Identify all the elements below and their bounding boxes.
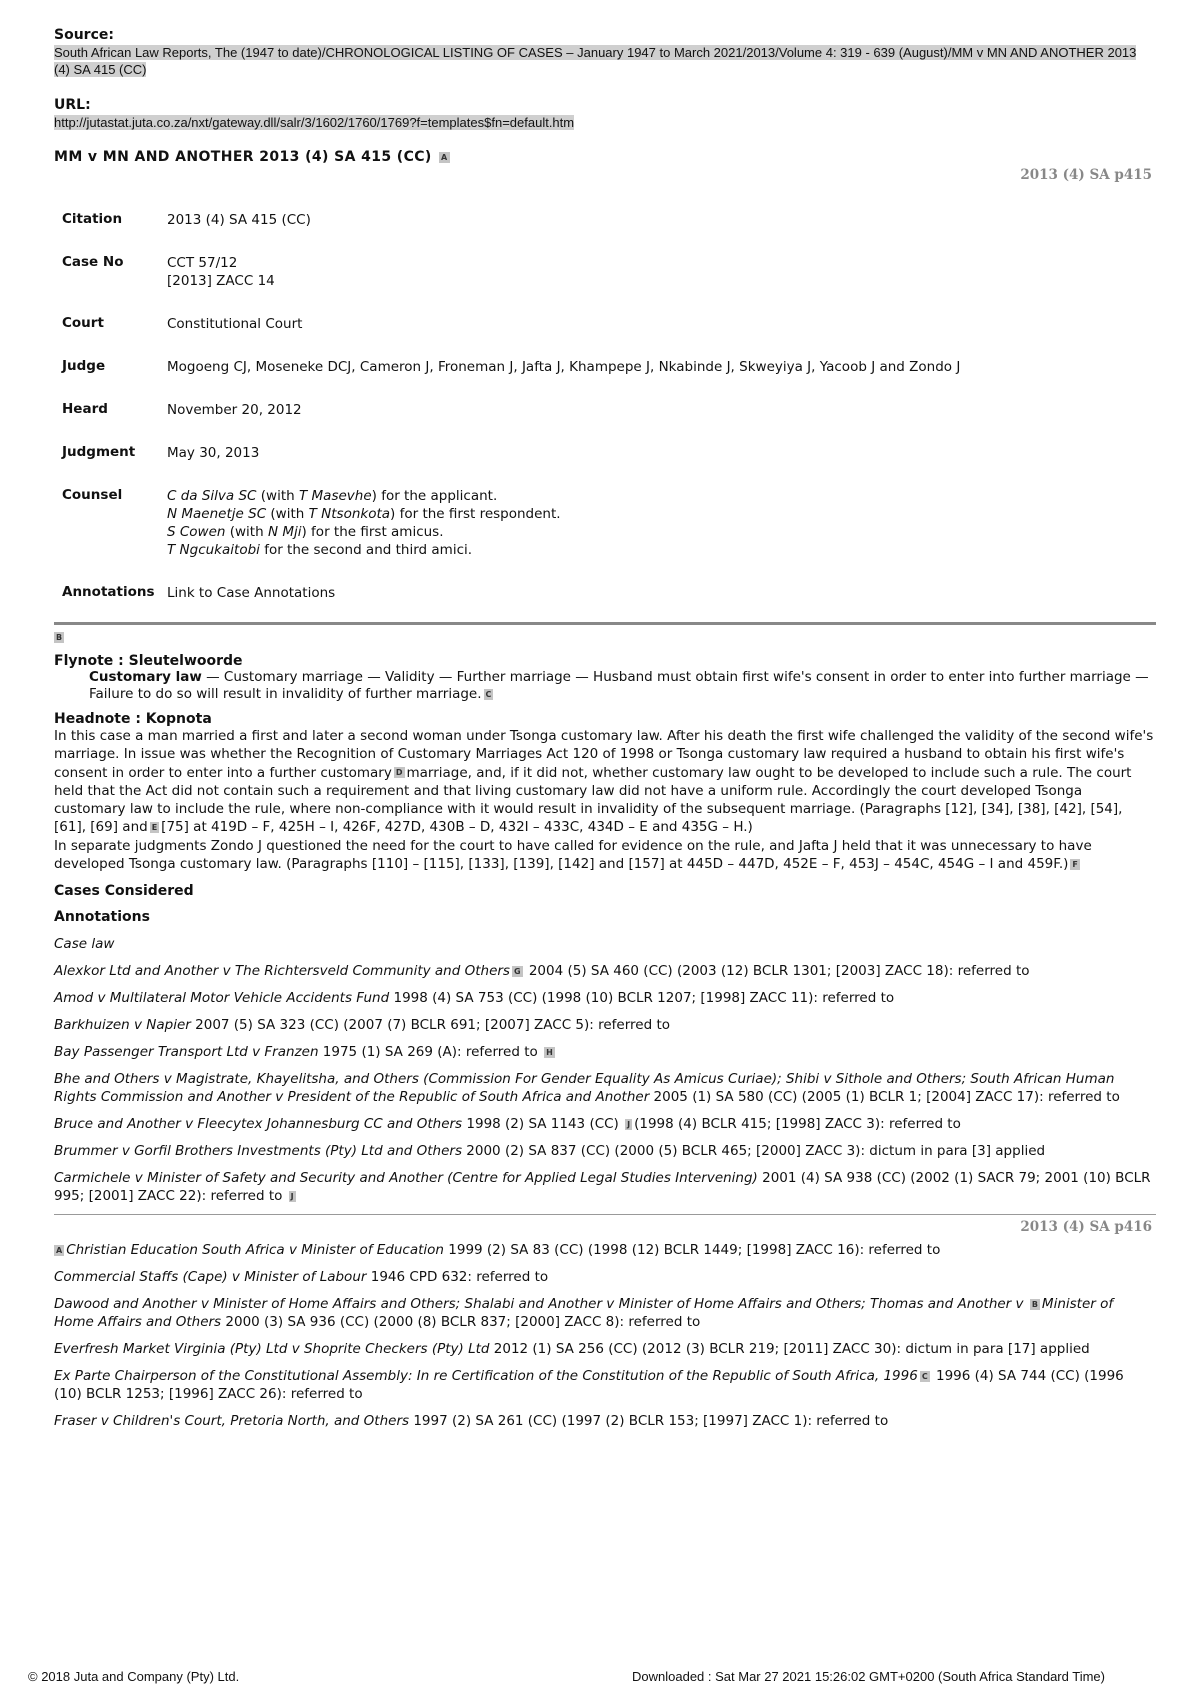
- case-entry: [54, 1016, 1154, 1034]
- case-entry: [54, 1412, 1154, 1430]
- meta-row-court: [62, 315, 960, 358]
- meta-row-case-no: [62, 254, 960, 315]
- footer-download-info: Downloaded : Sat Mar 27 2021 15:26:02 GMT+0200 (South Africa Standard Time): [632, 1669, 1105, 1684]
- case-entry: [54, 962, 1154, 980]
- margin-mark: B: [1031, 1299, 1038, 1309]
- case-name: Alexkor Ltd and Another v The Richtersveld Community and Others: [54, 963, 510, 980]
- meta-value: May 30, 2013: [167, 445, 260, 461]
- case-entry: [54, 1340, 1154, 1358]
- meta-value: Constitutional Court: [167, 316, 303, 332]
- case-annotations-link[interactable]: Link to Case Annotations: [167, 585, 336, 601]
- flynote-body: [54, 669, 1154, 703]
- page-reference: 2013 (4) SA p415: [1020, 167, 1152, 183]
- page-divider: [54, 1214, 1156, 1215]
- counsel-name: T Ngcukaitobi: [167, 542, 260, 558]
- headnote-text: In separate judgments Zondo J questioned the need for the court to have called for evidence on the rule, and Jafta J held that it was unnecessary to have developed Tsonga customary law. (Paragraphs [110] – [115], [133], [139], [142] and [157] at 445D – 447D, 452E – F, 453J – 454C, 454G – I and 459F.): [54, 837, 1092, 873]
- case-name: Carmichele v Minister of Safety and Security and Another (Centre for Applied Legal Studies Intervening): [54, 1170, 758, 1187]
- case-name: Dawood and Another v Minister of Home Affairs and Others; Shalabi and Another v Minister of Home Affairs and Others; Thomas and Another v: [54, 1296, 1024, 1313]
- margin-mark: G: [513, 966, 521, 976]
- case-name: Fraser v Children's Court, Pretoria North, and Others: [54, 1413, 410, 1430]
- meta-key: Court: [62, 315, 104, 331]
- meta-key: Citation: [62, 211, 123, 227]
- case-name: Barkhuizen v Napier: [54, 1017, 191, 1034]
- meta-value: [167, 487, 960, 584]
- meta-value: Mogoeng CJ, Moseneke DCJ, Cameron J, Froneman J, Jafta J, Khampepe J, Nkabinde J, Skweyiya J, Yacoob J and Zondo J: [167, 359, 961, 375]
- meta-row-annotations: [62, 584, 960, 602]
- counsel-line: [167, 487, 960, 505]
- footer-copyright: © 2018 Juta and Company (Pty) Ltd.: [28, 1669, 240, 1684]
- case-metadata-table: [62, 211, 960, 602]
- case-entry: [54, 1169, 1154, 1205]
- meta-key: Counsel: [62, 487, 123, 503]
- headnote-body: [54, 727, 1154, 873]
- source-label: Source:: [54, 27, 114, 43]
- headnote-paragraph: [54, 837, 1154, 874]
- case-reference: 1998 (4) SA 753 (CC) (1998 (10) BCLR 1207; [1998] ZACC 11): referred to: [389, 990, 895, 1007]
- url-link[interactable]: http://jutastat.juta.co.za/nxt/gateway.dll/salr/3/1602/1760/1769?f=templates$fn=default.htm: [54, 115, 575, 130]
- case-reference: 1975 (1) SA 269 (A): referred to: [318, 1044, 538, 1061]
- meta-row-heard: [62, 401, 960, 444]
- case-reference: 1999 (2) SA 83 (CC) (1998 (12) BCLR 1449; [1998] ZACC 16): referred to: [443, 1242, 941, 1259]
- counsel-text: ) for the first amicus.: [301, 524, 444, 540]
- case-name: Amod v Multilateral Motor Vehicle Accidents Fund: [54, 990, 390, 1007]
- meta-value: [167, 254, 960, 315]
- margin-mark: C: [485, 689, 492, 699]
- case-reference: 1997 (2) SA 261 (CC) (1997 (2) BCLR 153; [1997] ZACC 1): referred to: [409, 1413, 889, 1430]
- case-entry: [54, 1142, 1154, 1160]
- case-reference: 2004 (5) SA 460 (CC) (2003 (12) BCLR 1301; [2003] ZACC 18): referred to: [524, 963, 1030, 980]
- page-reference: 2013 (4) SA p416: [1020, 1219, 1152, 1236]
- case-reference: 2000 (2) SA 837 (CC) (2000 (5) BCLR 465; [2000] ZACC 3): dictum in para [3] applied: [462, 1143, 1046, 1160]
- meta-row-counsel: [62, 487, 960, 584]
- meta-row-judgment: [62, 444, 960, 487]
- margin-mark: B: [56, 632, 63, 642]
- flynote-term: Customary law: [89, 669, 202, 685]
- headnote-paragraph: [54, 727, 1154, 837]
- counsel-text: ) for the applicant.: [371, 488, 498, 504]
- margin-mark: A: [441, 152, 448, 162]
- case-reference: 2007 (5) SA 323 (CC) (2007 (7) BCLR 691; [2007] ZACC 5): referred to: [190, 1017, 671, 1034]
- case-entry: [54, 1241, 1154, 1259]
- margin-mark: D: [395, 768, 403, 778]
- counsel-text: (with: [266, 506, 309, 522]
- counsel-name: T Masevhe: [298, 488, 372, 504]
- margin-mark: E: [151, 822, 158, 832]
- meta-key: Annotations: [62, 584, 155, 600]
- counsel-text: (with: [225, 524, 268, 540]
- case-entry: [54, 989, 1154, 1007]
- margin-mark: J: [290, 1191, 294, 1201]
- case-name: Ex Parte Chairperson of the Constitutional Assembly: In re Certification of the Constitution of the Republic of South Africa, 1996: [54, 1368, 918, 1385]
- headnote-text: [75] at 419D – F, 425H – I, 426F, 427D, 430B – D, 432I – 433C, 434D – E and 435G – H.): [161, 819, 753, 836]
- counsel-text: (with: [256, 488, 299, 504]
- case-title: [54, 149, 1154, 165]
- meta-key: Judge: [62, 358, 106, 374]
- source-text: South African Law Reports, The (1947 to date)/CHRONOLOGICAL LISTING OF CASES – January 1947 to March 2021/2013/Volume 4: 319 - 639 (August)/MM v MN AND ANOTHER 2013 (4) SA 415 (CC): [54, 45, 1137, 77]
- case-reference: 1998 (2) SA 1143 (CC): [462, 1116, 619, 1133]
- case-name: Bhe and Others v Magistrate, Khayelitsha, and Others (Commission For Gender Equality As Amicus Curiae); Shibi v Sithole and Others; South African Human Rights Commission and Another v President of the Republic of South Africa and Another: [54, 1071, 1115, 1106]
- case-list-continued: [54, 1241, 1154, 1430]
- case-name: Minister of Home Affairs and Others: [54, 1296, 1114, 1331]
- flynote-heading: Flynote : Sleutelwoorde: [54, 653, 243, 669]
- case-entry: [54, 1268, 1154, 1286]
- counsel-name: N Maenetje SC: [167, 506, 267, 522]
- source-block: [54, 26, 1154, 78]
- counsel-name: N Mji: [267, 524, 302, 540]
- headnote-heading: Headnote : Kopnota: [54, 711, 212, 727]
- case-entry: [54, 1043, 1154, 1061]
- counsel-line: [167, 541, 960, 559]
- meta-key: Judgment: [62, 444, 136, 460]
- case-name: Bay Passenger Transport Ltd v Franzen: [54, 1044, 319, 1061]
- margin-mark: C: [921, 1371, 928, 1381]
- case-name: Everfresh Market Virginia (Pty) Ltd v Shoprite Checkers (Pty) Ltd: [54, 1341, 490, 1358]
- flynote-text: — Customary marriage — Validity — Further marriage — Husband must obtain first wife's consent in order to enter into further marriage — Failure to do so will result in invalidity of further marriage.: [89, 669, 1149, 702]
- case-reference: 2001 (4) SA 938 (CC) (2002 (1) SACR 79; 2001 (10) BCLR 995; [2001] ZACC 22): referred to: [54, 1170, 1151, 1205]
- case-entry: [54, 1070, 1154, 1106]
- counsel-line: [167, 523, 960, 541]
- margin-mark: F: [1072, 859, 1078, 869]
- meta-key: Case No: [62, 254, 124, 270]
- counsel-name: C da Silva SC: [167, 488, 257, 504]
- url-label: URL:: [54, 97, 91, 113]
- margin-mark-row: [54, 629, 1154, 645]
- counsel-line: [167, 505, 960, 523]
- case-reference: 1996 (4) SA 744 (CC) (1996 (10) BCLR 1253; [1996] ZACC 26): referred to: [54, 1368, 1124, 1403]
- counsel-name: S Cowen: [167, 524, 226, 540]
- case-name: Christian Education South Africa v Minister of Education: [66, 1242, 444, 1259]
- meta-row-judge: [62, 358, 960, 401]
- meta-value: November 20, 2012: [167, 402, 302, 418]
- case-entry: [54, 1295, 1154, 1331]
- cases-considered-heading: Cases Considered: [54, 883, 194, 900]
- case-name: Commercial Staffs (Cape) v Minister of Labour: [54, 1269, 367, 1286]
- case-name: Brummer v Gorfil Brothers Investments (Pty) Ltd and Others: [54, 1143, 462, 1160]
- margin-mark: J: [627, 1119, 631, 1129]
- case-name: Bruce and Another v Fleecytex Johannesburg CC and Others: [54, 1116, 463, 1133]
- annotations-heading: Annotations: [54, 909, 150, 926]
- case-law-heading: [54, 935, 1154, 953]
- case-reference: 2012 (1) SA 256 (CC) (2012 (3) BCLR 219; [2011] ZACC 30): dictum in para [17] applied: [489, 1341, 1090, 1358]
- case-reference: 2005 (1) SA 580 (CC) (2005 (1) BCLR 1; [2004] ZACC 17): referred to: [649, 1089, 1120, 1106]
- case-list: [54, 935, 1154, 1205]
- headnote-text: marriage, and, if it did not, whether customary law ought to be developed to include such a rule. The court held that the Act did not contain such a requirement and that living customary law did not have a uniform rule. Accordingly the court developed Tsonga customary law to include the rule, where non-compliance with it would result in invalidity of the subsequent marriage. (Paragraphs [12], [34], [38], [42], [54], [61], [69] and: [54, 764, 1132, 836]
- case-reference: 2000 (3) SA 936 (CC) (2000 (8) BCLR 837; [2000] ZACC 8): referred to: [221, 1314, 701, 1331]
- margin-mark: H: [546, 1047, 553, 1057]
- meta-value: 2013 (4) SA 415 (CC): [167, 212, 311, 228]
- counsel-text: for the second and third amici.: [259, 542, 473, 558]
- case-law-heading-text: Case law: [54, 936, 115, 953]
- url-block: [54, 96, 1154, 131]
- case-entry: [54, 1367, 1154, 1403]
- case-entry: [54, 1115, 1154, 1133]
- section-divider: [54, 622, 1156, 625]
- case-no-line: [2013] ZACC 14: [167, 273, 275, 289]
- margin-mark: A: [56, 1245, 63, 1255]
- document-page: [54, 26, 1154, 1439]
- meta-row-citation: [62, 211, 960, 254]
- counsel-name: T Ntsonkota: [308, 506, 391, 522]
- case-no-line: CCT 57/12: [167, 255, 238, 271]
- case-title-text: MM v MN AND ANOTHER 2013 (4) SA 415 (CC): [54, 149, 432, 165]
- headnote-text: In this case a man married a first and later a second woman under Tsonga customary law. After his death the first wife challenged the validity of the second wife's marriage. In issue was whether the Recognition of Customary Marriages Act 120 of 1998 or Tsonga customary law required a husband to obtain his first wife's consent in order to enter into a further customary: [54, 728, 1154, 781]
- case-reference: (1998 (4) BCLR 415; [1998] ZACC 3): referred to: [634, 1116, 961, 1133]
- case-reference: 1946 CPD 632: referred to: [366, 1269, 549, 1286]
- meta-key: Heard: [62, 401, 108, 417]
- counsel-text: ) for the first respondent.: [390, 506, 561, 522]
